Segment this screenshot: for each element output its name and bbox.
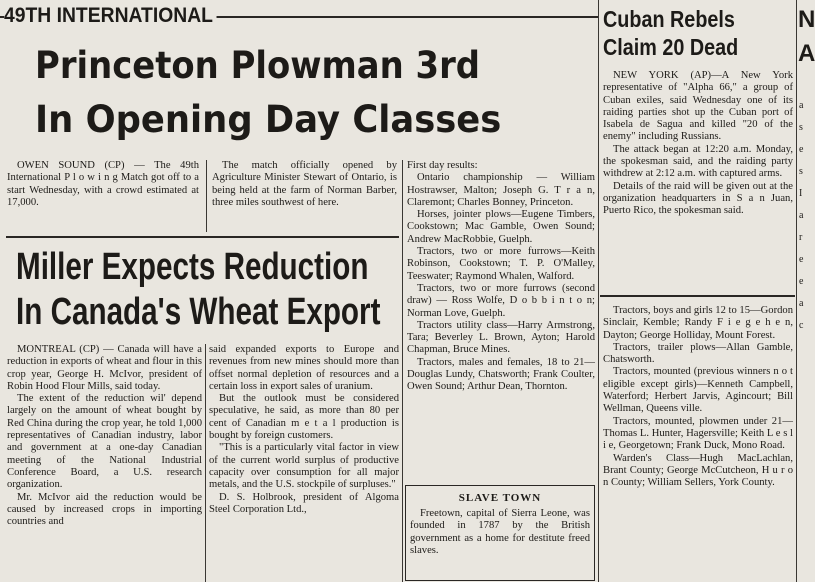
- paragraph: Tractors, mounted (previous winners n o t eligible except girls)—Kenneth Campbell, Waterford; Herbert Jarvis, Agincourt; Bill Wellman, Queens ville.: [603, 366, 793, 415]
- plowman-headline-line1: Princeton Plowman 3rd: [35, 44, 481, 87]
- paragraph: Mr. McIvor aid the reduction would be caused by increased crops in importing countries and: [7, 491, 202, 528]
- slave-town-headline: SLAVE TOWN: [458, 492, 542, 504]
- edge-letter: c: [799, 320, 804, 331]
- paragraph: Tractors, males and females, 18 to 21—Douglas Lundy, Chatsworth; Frank Coulter, Owen Sound; Arthur Dean, Thornton.: [407, 356, 595, 393]
- edge-letter: a: [799, 298, 804, 309]
- cuban-story: [603, 70, 793, 292]
- plowman-headline-line2: In Opening Day Classes: [35, 98, 502, 141]
- edge-letter: a: [799, 210, 804, 221]
- paragraph: Horses, jointer plows—Eugene Timbers, Cookstown; Mac Gamble, Owen Sound; Andrew MacRobbie, Guelph.: [407, 209, 595, 245]
- paragraph: Tractors, two or more furrows (second draw) — Ross Wolfe, D o b b i n t o n; Norman Love, Guelph.: [407, 282, 595, 319]
- paragraph: Freetown, capital of Sierra Leone, was founded in 1787 by the British government as a home for destitute freed slaves.: [410, 508, 590, 556]
- paragraph: OWEN SOUND (CP) — The 49th International P l o w i n g Match got off to a start Wednesday, with a crowd estimated at 17,000.: [7, 160, 199, 208]
- section-rule: [6, 236, 399, 238]
- plowman-results-continued: [603, 305, 793, 582]
- paragraph: Tractors, boys and girls 12 to 15—Gordon Sinclair, Kemble; Randy F i e g e h e n, Dayton; George Holliday, Mount Forest.: [603, 305, 793, 341]
- edge-letter: e: [799, 276, 804, 287]
- edge-headline-letter: A: [798, 40, 815, 67]
- section-rule: [600, 295, 795, 297]
- paragraph: Tractors, two or more furrows—Keith Robinson, Cookstown; T. P. O'Malley, Teeswater; Raymond Whalen, Walford.: [407, 246, 595, 282]
- edge-text-fragments: [799, 95, 803, 337]
- miller-headline-line2: In Canada's Wheat Export: [16, 291, 381, 333]
- column-rule: [598, 0, 599, 582]
- cuban-headline-line1: Cuban Rebels: [603, 6, 735, 32]
- paragraph: said expanded exports to Europe and revenues from new mines should more than offset normal depletion of resources and a certain loss in export sales of uranium.: [209, 344, 399, 392]
- edge-letter: a: [799, 100, 804, 111]
- adjacent-column-edge: [797, 0, 815, 582]
- paragraph: Ontario championship — William Hostrawser, Malton; Joseph G. T r a n, Claremont; Charles Bonney, Princeton.: [407, 172, 595, 208]
- miller-column-1: [7, 344, 202, 582]
- edge-letter: r: [799, 232, 803, 243]
- column-rule: [206, 160, 207, 232]
- paragraph: "This is a particularly vital factor in view of the current world surplus of productive capacity over consumption for all major metals, and the U.S. stockpile of surpluses.": [209, 442, 399, 491]
- paragraph: Tractors, mounted, plowmen under 21—Thomas L. Hunter, Hagersville; Keith L e s l i e, Georgetown; Frank Duck, Mono Road.: [603, 415, 793, 452]
- miller-column-2: [209, 344, 399, 582]
- miller-headline-line1: Miller Expects Reduction: [16, 246, 369, 288]
- plowman-results-column: [407, 160, 595, 486]
- section-kicker: 49TH INTERNATIONAL: [4, 4, 217, 28]
- paragraph: The attack began at 12:20 a.m. Monday, the spokesman said, and the raiding party withdrew at 2:12 a.m. with captured arms.: [603, 143, 793, 180]
- edge-letter: s: [799, 166, 803, 177]
- paragraph: First day results:: [407, 160, 478, 171]
- plowman-column-2: [212, 160, 397, 234]
- edge-letter: e: [799, 254, 804, 265]
- paragraph: Tractors, trailer plows—Allan Gamble, Chatsworth.: [603, 341, 793, 366]
- edge-letter: I: [799, 188, 803, 199]
- plowman-column-1: [7, 160, 199, 234]
- paragraph: Warden's Class—Hugh MacLachlan, Brant County; George McCutcheon, H u r o n County; William Sellers, York County.: [603, 452, 793, 489]
- edge-letter: e: [799, 144, 804, 155]
- column-rule: [205, 344, 206, 582]
- cuban-headline-line2: Claim 20 Dead: [603, 34, 739, 60]
- paragraph: MONTREAL (CP) — Canada will have a reduction in exports of wheat and flour in this crop year, George H. McIvor, president of Robin Hood Flour Mills, said today.: [7, 344, 202, 392]
- column-rule: [402, 160, 403, 582]
- paragraph: But the outlook must be considered speculative, he said, as more than 80 per cent of Canadian m e t a l production is bought by foreign customers.: [209, 393, 399, 442]
- edge-headline-letter: N: [798, 6, 815, 33]
- paragraph: NEW YORK (AP)—A New York representative of "Alpha 66," a group of Cuban exiles, said Wednesday one of its raiding parties shot up the Cuban port of Isabela de Sagua and killed "20 of the enemy" including Russians.: [603, 70, 793, 143]
- slave-town-body: [410, 508, 590, 578]
- paragraph: The match officially opened by Agriculture Minister Stewart of Ontario, is being held at the farm of Norman Barber, three miles southwest of here.: [212, 160, 397, 208]
- edge-letter: s: [799, 122, 803, 133]
- paragraph: Tractors utility class—Harry Armstrong, Tara; Beverley L. Brown, Ayton; Harold Chapman, Bruce Mines.: [407, 319, 595, 356]
- paragraph: The extent of the reduction wil' depend largely on the amount of wheat bought by Red China during the crop year, he told 1,000 representatives of Canadian industry, labor and government at a one-day Canadian meeting of the National Industrial Conference Board, a U.S. research organization.: [7, 393, 202, 491]
- paragraph: D. S. Holbrook, president of Algoma Steel Corporation Ltd.,: [209, 491, 399, 515]
- paragraph: Details of the raid will be given out at the organization headquarters in S a n Juan, Puerto Rico, the spokesman said.: [603, 180, 793, 217]
